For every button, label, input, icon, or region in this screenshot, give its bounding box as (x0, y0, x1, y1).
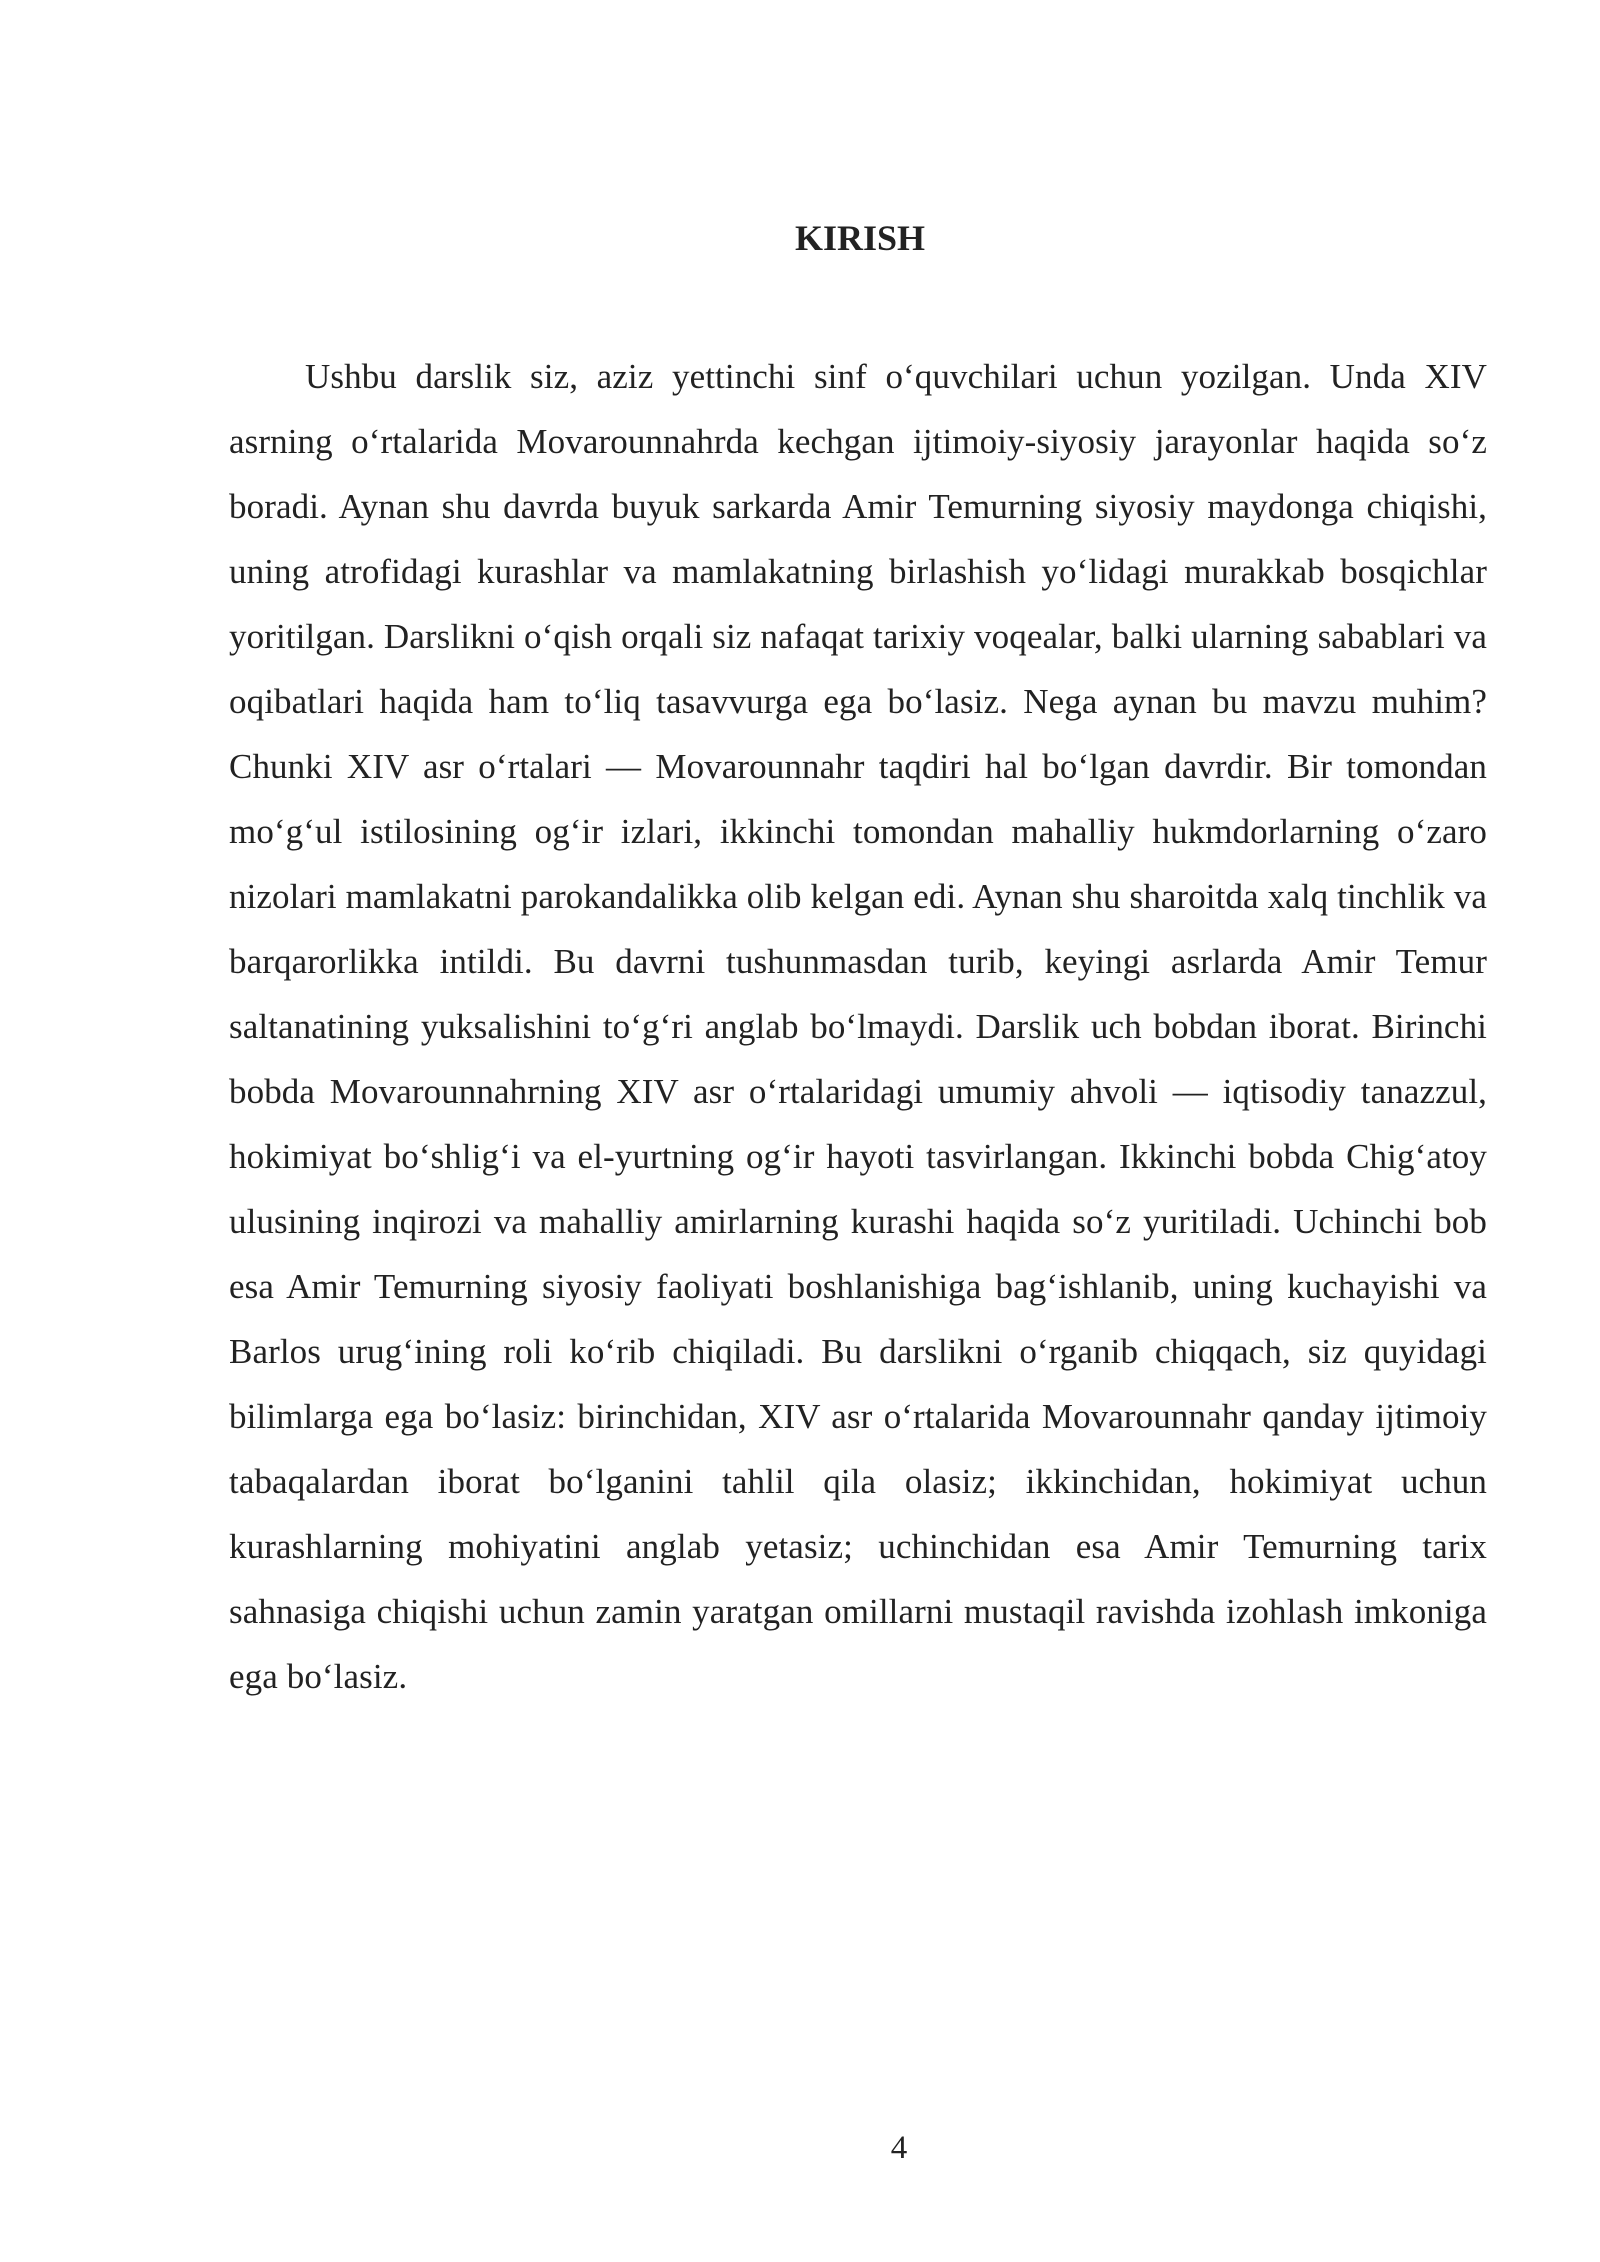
page-title: KIRISH (794, 218, 926, 258)
page-number: 4 (890, 2130, 908, 2166)
body-paragraph: Ushbu darslik siz, aziz yettinchi sinf o‘quvchilari uchun yozilgan. Unda XIV asrning o‘rtalarida Movarounnahrda kechgan ijtimoiy-siyosiy jarayonlar haqida so‘z boradi. Aynan shu davrda buyuk sarkarda Amir Temurning siyosiy maydonga chiqishi, uning atrofidagi kurashlar va mamlakatning birlashish yo‘lidagi murakkab bosqichlar yoritilgan. Darslikni o‘qish orqali siz nafaqat tarixiy voqealar, balki ularning sabablari va oqibatlari haqida ham to‘liq tasavvurga ega bo‘lasiz. Nega aynan bu mavzu muhim? Chunki XIV asr o‘rtalari — Movarounnahr taqdiri hal bo‘lgan davrdir. Bir tomondan mo‘g‘ul istilosining og‘ir izlari, ikkinchi tomondan mahalliy hukmdorlarning o‘zaro nizolari mamlakatni parokandalikka olib kelgan edi. Aynan shu sharoitda xalq tinchlik va barqarorlikka intildi. Bu davrni tushunmasdan turib, keyingi asrlarda Amir Temur saltanatining yuksalishini to‘g‘ri anglab bo‘lmaydi. Darslik uch bobdan iborat. Birinchi bobda Movarounnahrning XIV asr o‘rtalaridagi umumiy ahvoli — iqtisodiy tanazzul, hokimiyat bo‘shlig‘i va el-yurtning og‘ir hayoti tasvirlangan. Ikkinchi bobda Chig‘atoy ulusining inqirozi va mahalliy amirlarning kurashi haqida so‘z yuritiladi. Uchinchi bob esa Amir Temurning siyosiy faoliyati boshlanishiga bag‘ishlanib, uning kuchayishi va Barlos urug‘ining roli ko‘rib chiqiladi. Bu darslikni o‘rganib chiqqach, siz quyidagi bilimlarga ega bo‘lasiz: birinchidan, XIV asr o‘rtalarida Movarounnahr qanday ijtimoiy tabaqalardan iborat bo‘lganini tahlil qila olasiz; ikkinchidan, hokimiyat uchun kurashlarning mohiyatini anglab yetasiz; uchinchidan esa Amir Temurning tarix sahnasiga chiqishi uchun zamin yaratgan omillarni mustaqil ravishda izohlash imkoniga ega bo‘lasiz. (229, 357, 1487, 1696)
